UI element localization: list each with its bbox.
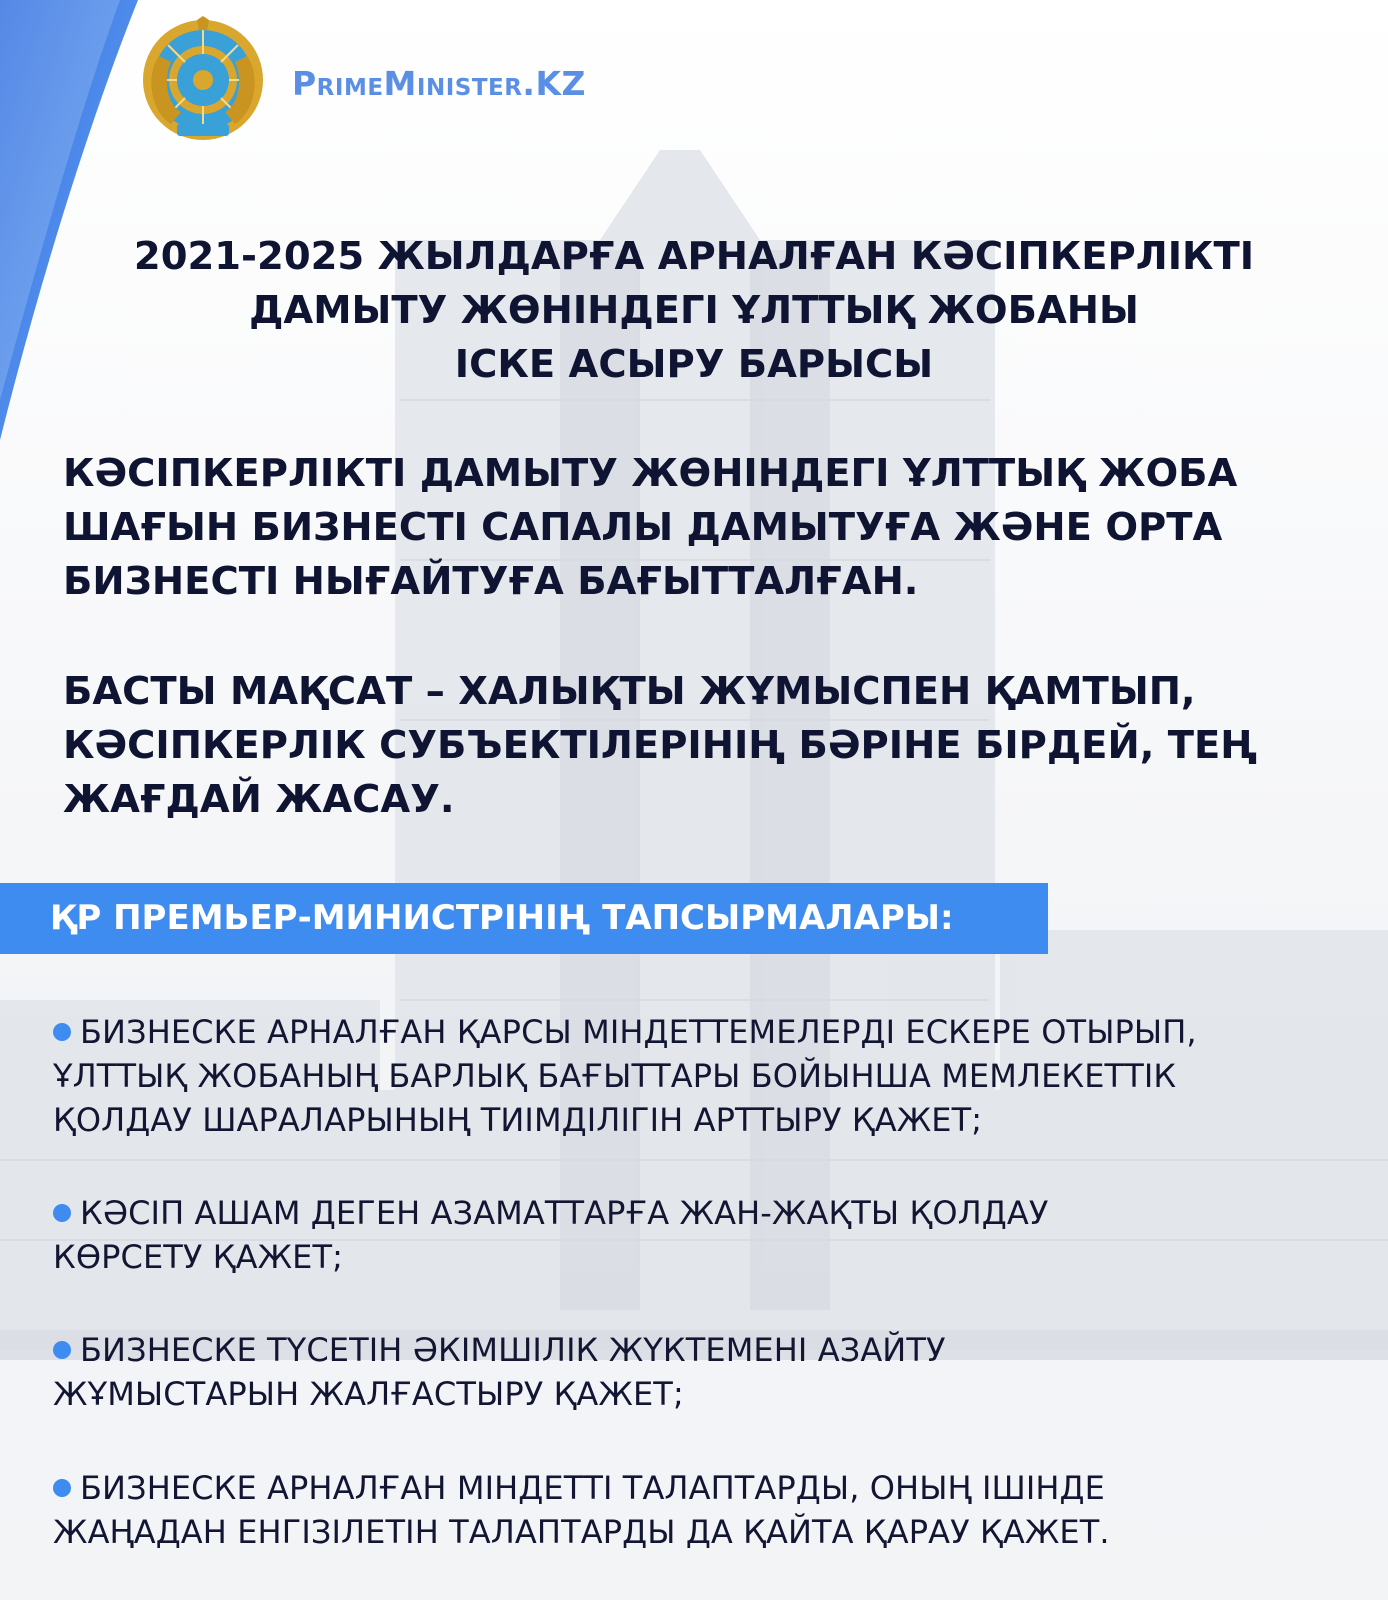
bullet-icon xyxy=(53,1023,71,1041)
paragraph-line: ЖАҒДАЙ ЖАСАУ. xyxy=(63,777,455,822)
list-item-line: ҰЛТТЫҚ ЖОБАНЫҢ БАРЛЫҚ БАҒЫТТАРЫ БОЙЫНША МЕМЛЕКЕТТІК xyxy=(53,1057,1177,1095)
list-item-text: БИЗНЕСКЕ ТҮСЕТІН ӘКІМШІЛІК ЖҮКТЕМЕНІ АЗАЙТУ xyxy=(80,1331,946,1369)
list-item-line: ЖАҢАДАН ЕНГІЗІЛЕТІН ТАЛАПТАРДЫ ДА ҚАЙТА ҚАРАУ ҚАЖЕТ. xyxy=(53,1513,1110,1551)
bullet-icon xyxy=(53,1341,71,1359)
paragraph-line: КӘСІПКЕРЛІКТІ ДАМЫТУ ЖӨНІНДЕГІ ҰЛТТЫҚ ЖОБА xyxy=(63,451,1238,496)
list-item-line: КӨРСЕТУ ҚАЖЕТ; xyxy=(53,1238,344,1276)
list-item-line xyxy=(53,1328,1373,1372)
list-item-text: БИЗНЕСКЕ АРНАЛҒАН МІНДЕТТІ ТАЛАПТАРДЫ, ОНЫҢ ІШІНДЕ xyxy=(80,1469,1105,1507)
list-item-text: БИЗНЕСКЕ АРНАЛҒАН ҚАРСЫ МІНДЕТТЕМЕЛЕРДІ ЕСКЕРЕ ОТЫРЫП, xyxy=(80,1013,1197,1051)
brand-name: PrimeMinister.KZ xyxy=(292,64,586,103)
paragraph-line: КӘСІПКЕРЛІК СУБЪЕКТІЛЕРІНІҢ БӘРІНЕ БІРДЕЙ, ТЕҢ xyxy=(63,723,1258,768)
intro-paragraph xyxy=(63,447,1373,609)
list-item-line: ЖҰМЫСТАРЫН ЖАЛҒАСТЫРУ ҚАЖЕТ; xyxy=(53,1375,684,1413)
list-item xyxy=(53,1010,1373,1142)
list-item-line xyxy=(53,1010,1373,1054)
section-banner xyxy=(0,883,1048,954)
list-item-line: ҚОЛДАУ ШАРАЛАРЫНЫҢ ТИІМДІЛІГІН АРТТЫРУ ҚАЖЕТ; xyxy=(53,1101,983,1139)
list-item-text: КӘСІП АШАМ ДЕГЕН АЗАМАТТАРҒА ЖАН-ЖАҚТЫ ҚОЛДАУ xyxy=(80,1194,1049,1232)
bullet-icon xyxy=(53,1479,71,1497)
banner-title: ҚР ПРЕМЬЕР-МИНИСТРІНІҢ ТАПСЫРМАЛАРЫ: xyxy=(50,898,954,938)
paragraph-line: БАСТЫ МАҚСАТ – ХАЛЫҚТЫ ЖҰМЫСПЕН ҚАМТЫП, xyxy=(63,669,1196,714)
paragraph-line: ШАҒЫН БИЗНЕСТІ САПАЛЫ ДАМЫТУҒА ЖӘНЕ ОРТА xyxy=(63,505,1223,550)
list-item-line xyxy=(53,1191,1373,1235)
bullet-icon xyxy=(53,1204,71,1222)
list-item xyxy=(53,1191,1373,1279)
state-emblem-logo xyxy=(141,16,265,144)
goal-paragraph xyxy=(63,665,1373,827)
title-line: ІСКЕ АСЫРУ БАРЫСЫ xyxy=(454,342,934,387)
page-title xyxy=(60,230,1328,392)
title-line: 2021-2025 ЖЫЛДАРҒА АРНАЛҒАН КӘСІПКЕРЛІКТІ xyxy=(133,234,1255,279)
title-line: ДАМЫТУ ЖӨНІНДЕГІ ҰЛТТЫҚ ЖОБАНЫ xyxy=(249,288,1139,333)
list-item-line xyxy=(53,1466,1373,1510)
list-item xyxy=(53,1466,1373,1554)
list-item xyxy=(53,1328,1373,1416)
paragraph-line: БИЗНЕСТІ НЫҒАЙТУҒА БАҒЫТТАЛҒАН. xyxy=(63,559,919,604)
